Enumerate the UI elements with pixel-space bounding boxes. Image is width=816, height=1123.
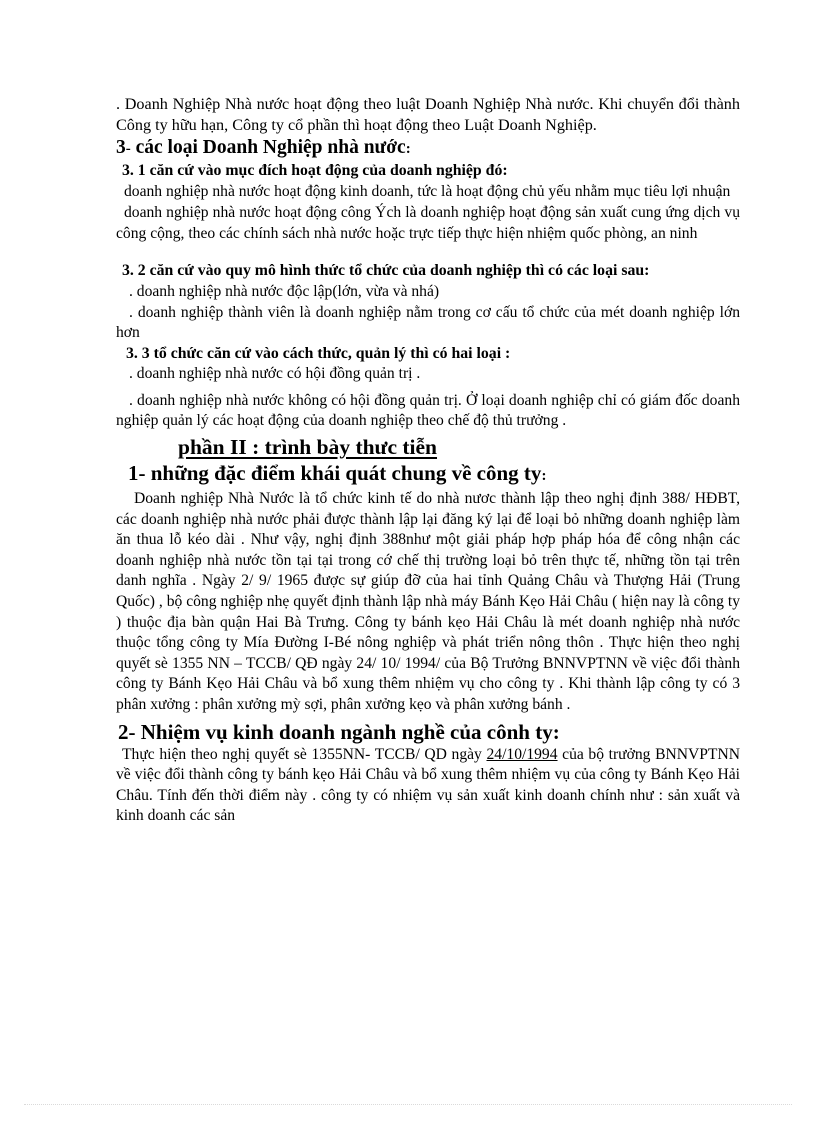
page-bottom-rule [24, 1104, 792, 1105]
paragraph-business-tasks [116, 745, 740, 827]
list-item-with-board: . doanh nghiệp nhà nước có hội đồng quản trị . [129, 365, 421, 383]
paragraph-intro: . Doanh Nghiệp Nhà nước hoạt động theo luật Doanh Nghiệp Nhà nước. Khi chuyển đổi thành Công ty hữu hạn, Công ty cổ phần thì hoạt động theo Luật Doanh Nghiệp. [116, 95, 740, 134]
paragraph-company-overview: Doanh nghiệp Nhà Nước là tổ chức kinh tế do nhà nươc thành lập theo nghị định 388/ HĐBT, các doanh nghiệp nhà nước phải được thành lập lại đăng ký lại để loại bỏ những doanh nghiệp làm ăn thua lỗ kéo dài . Như vậy, nghị định 388như một giải pháp hợp pháp hóa để công nhận các doanh nghiệp nhà nước tồn tại tại trong cớ chế thị trường loại bỏ trên thực tế, những tồn tại trên danh nghĩa . Ngày 2/ 9/ 1965 được sự giúp đỡ của hai tỉnh Quảng Châu và Thượng Hải (Trung Quốc) , bộ công nghiệp nhẹ quyết định thành lập nhà máy Bánh Kẹo Hải Châu ( hiện nay là công ty ) thuộc địa bàn quận Hai Bà Trưng. Công ty bánh kẹo Hải Châu là mét doanh nghiệp nhà nước thuộc tổng công ty Mía Đường I-Bé nông nghiệp và phát triển nông thôn . Thực hiện theo nghị quyết sè 1355 NN – TCCB/ QĐ ngày 24/ 10/ 1994/ của Bộ Trưởng BNNVPTNN về việc đổi thành công ty Bánh Kẹo Hải Châu và bổ xung thêm nhiệm vụ cho công ty . Khi thành lập công ty có 3 phân xưởng : phân xưởng mỳ sợi, phân xưởng kẹo và phân xưởng bánh . [116, 490, 740, 713]
heading-section-3 [116, 136, 740, 161]
list-item-independent: . doanh nghiệp nhà nước độc lập(lớn, vừa và nhá) [129, 282, 440, 300]
heading-section-3-colon: : [405, 141, 411, 158]
heading-3-2: 3. 2 căn cứ vào quy mô hình thức tổ chức của doanh nghiệp thì có các loại sau: [122, 262, 650, 280]
paragraph-business-tasks-rest: của bộ trưởng BNNVPTNN về việc đổi thành công ty bánh kẹo Hải Châu và bổ xung thêm nhiệm vụ của công ty Bánh Kẹo Hải Châu. Tính đến thời điểm này . công ty có nhiệm vụ sản xuất kinh doanh chính như : sản xuất và kinh doanh các sản [116, 745, 740, 825]
heading-section-2: 2- Nhiệm vụ kinh doanh ngành nghề của cônh ty: [118, 719, 560, 744]
heading-section-1 [116, 460, 740, 489]
document-content [116, 94, 740, 827]
heading-3-3: 3. 3 tổ chức căn cứ vào cách thức, quản lý thì có hai loại : [126, 344, 511, 362]
paragraph-business-enterprise: doanh nghiệp nhà nước hoạt động kinh doanh, tức là hoạt động chủ yếu nhằm mục tiêu lợi nhuận [124, 182, 731, 200]
list-item-member: . doanh nghiệp thành viên là doanh nghiệp nằm trong cơ cấu tổ chức của mét doanh nghiệp lớn hơn [116, 303, 740, 342]
paragraph-public-enterprise: doanh nghiệp nhà nước hoạt động công Ých là doanh nghiệp hoạt động sản xuất cung ứng dịch vụ công cộng, theo các chính sách nhà nước hoặc trực tiếp thực hiện nhiệm quốc phòng, an ninh [116, 204, 740, 242]
heading-section-3-title: các loại Doanh Nghiệp nhà nước [130, 137, 406, 159]
heading-section-1-colon: : [541, 468, 547, 485]
list-item-without-board: . doanh nghiệp nhà nước không có hội đồng quản trị. Ở loại doanh nghiệp chỉ có giám đốc doanh nghiệp quản lý các hoạt động của doanh nghiệp theo chế độ thủ trưởng . [116, 391, 740, 430]
paragraph-business-tasks-start: Thực hiện theo nghị quyết sè 1355NN- TCCB/ QD ngày [122, 745, 482, 763]
heading-3-1: 3. 1 căn cứ vào mục đích hoạt động của doanh nghiệp đó: [122, 162, 508, 180]
heading-section-1-title: 1- những đặc điểm khái quát chung về công ty [128, 461, 542, 486]
resolution-date: 24/10/1994 [486, 745, 558, 763]
heading-section-3-dash: - [125, 141, 131, 158]
heading-part-2: phần II : trình bày thưc tiễn [178, 435, 438, 460]
heading-section-3-number: 3 [116, 137, 126, 159]
